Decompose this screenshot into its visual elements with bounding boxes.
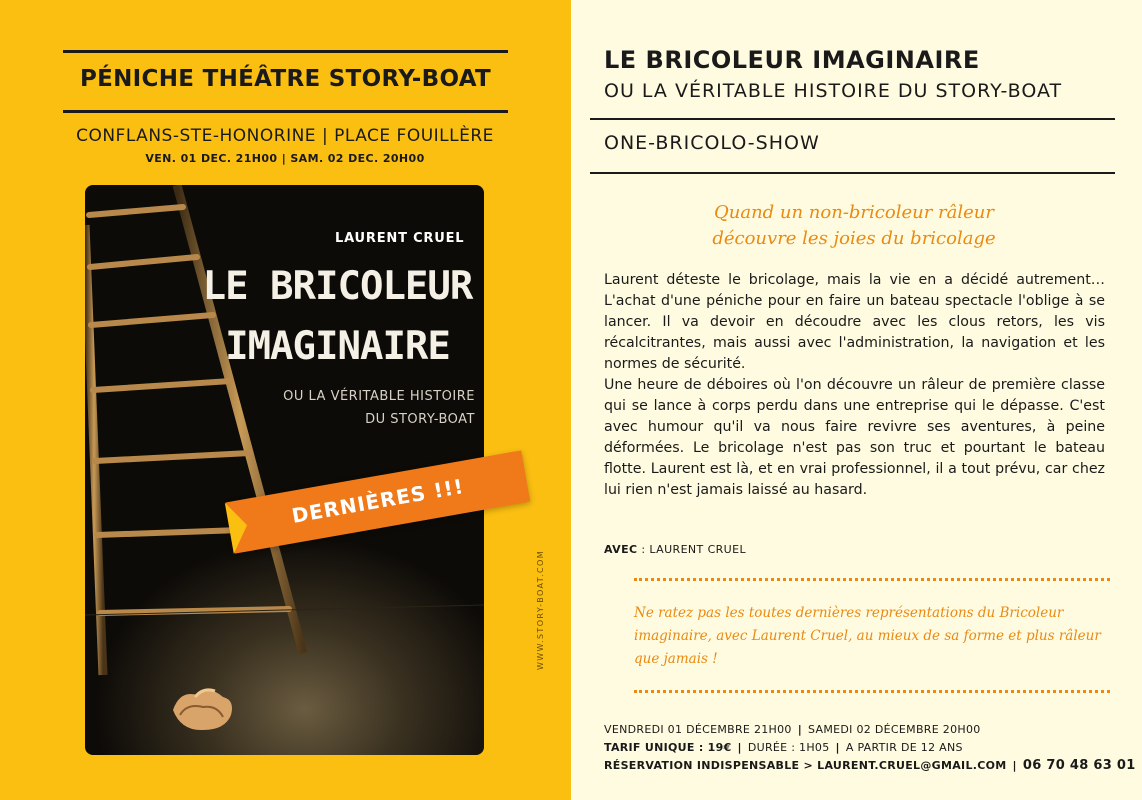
genre-rule <box>590 172 1115 174</box>
poster-subtitle <box>235 385 475 431</box>
info-date-2: SAMEDI 02 DÉCEMBRE 20H00 <box>808 723 981 736</box>
info-duree: DURÉE : 1H05 <box>747 741 830 754</box>
title-rule <box>590 118 1115 120</box>
info-reservation-email[interactable]: RÉSERVATION INDISPENSABLE > LAURENT.CRUEL@GMAIL.COM <box>604 759 1007 772</box>
tagline-line1: Quand un non-bricoleur râleur <box>713 202 994 223</box>
venue-rule <box>63 110 508 113</box>
dotted-divider-top <box>634 578 1110 581</box>
tagline-line2: découvre les joies du bricolage <box>712 228 996 249</box>
venue-title: PÉNICHE THÉÂTRE STORY-BOAT <box>79 66 492 92</box>
info-date-1: VENDREDI 01 DÉCEMBRE 21H00 <box>604 723 792 736</box>
gloves <box>173 690 232 730</box>
poster-title <box>195 257 480 377</box>
website-vertical <box>536 549 548 690</box>
cast-label: AVEC <box>604 543 638 556</box>
info-reservation: RÉSERVATION INDISPENSABLE > LAURENT.CRUEL@GMAIL.COM | 06 70 48 63 01 <box>604 758 1136 773</box>
top-rule <box>63 50 508 53</box>
poster-title-line2: IMAGINAIRE <box>225 324 450 369</box>
poster-title-line1: LE BRICOLEUR <box>202 264 473 309</box>
poster-author: LAURENT CRUEL <box>335 231 465 246</box>
info-tarif: TARIF UNIQUE : 19€ <box>604 741 732 754</box>
description-paragraph-1: Laurent déteste le bricolage, mais la vie en a décidé autrement… L'achat d'une péniche pour en faire un bateau spectacle l'oblige à se lancer. Il va devoir en découdre avec les clous retors, les vis récalcitrantes, mais aussi avec l'administration, la navigation et les normes de sécurité. <box>604 272 1105 372</box>
dates: VEN. 01 DEC. 21H00 | SAM. 02 DEC. 20H00 <box>145 152 425 165</box>
banner-text: DERNIÈRES !!! <box>289 474 466 528</box>
info-age: A PARTIR DE 12 ANS <box>845 741 963 754</box>
info-pricing: TARIF UNIQUE : 19€ | DURÉE : 1H05 | A PARTIR DE 12 ANS <box>604 741 963 754</box>
show-title: LE BRICOLEUR IMAGINAIRE <box>604 46 980 74</box>
info-dates: VENDREDI 01 DÉCEMBRE 21H00 | SAMEDI 02 DÉCEMBRE 20H00 <box>604 723 981 736</box>
info-phone[interactable]: 06 70 48 63 01 <box>1022 758 1136 773</box>
cast-line <box>604 543 746 556</box>
website-text: WWW.STORY-BOAT.COM <box>536 549 545 670</box>
description <box>604 270 1105 501</box>
poster-subtitle-line1: OU LA VÉRITABLE HISTOIRE <box>283 389 475 404</box>
genre: ONE-BRICOLO-SHOW <box>604 132 820 154</box>
cast-value: : LAURENT CRUEL <box>637 543 747 556</box>
description-paragraph-2: Une heure de déboires où l'on découvre un râleur de première classe qui se lance à corps perdu dans une entreprise qui le dépasse. C'est avec humour qu'il va nous faire revivre ses aventures, à peine déformées. Le bricolage n'est pas son truc et pourtant le bateau flotte. Laurent est là, et en vrai professionnel, il a tout prévu, car chez lui rien n'est jamais laissé au hasard. <box>604 377 1105 498</box>
location: CONFLANS-STE-HONORINE | PLACE FOUILLÈRE <box>76 126 494 146</box>
tagline <box>604 200 1104 252</box>
promo-text: Ne ratez pas les toutes dernières représentations du Bricoleur imaginaire, avec Laurent Cruel, au mieux de sa forme et plus râleur que jamais ! <box>634 605 1101 667</box>
show-subtitle: OU LA VÉRITABLE HISTOIRE DU STORY-BOAT <box>604 80 1063 102</box>
poster-subtitle-line2: DU STORY-BOAT <box>365 412 475 427</box>
dotted-divider-bottom <box>634 690 1110 693</box>
